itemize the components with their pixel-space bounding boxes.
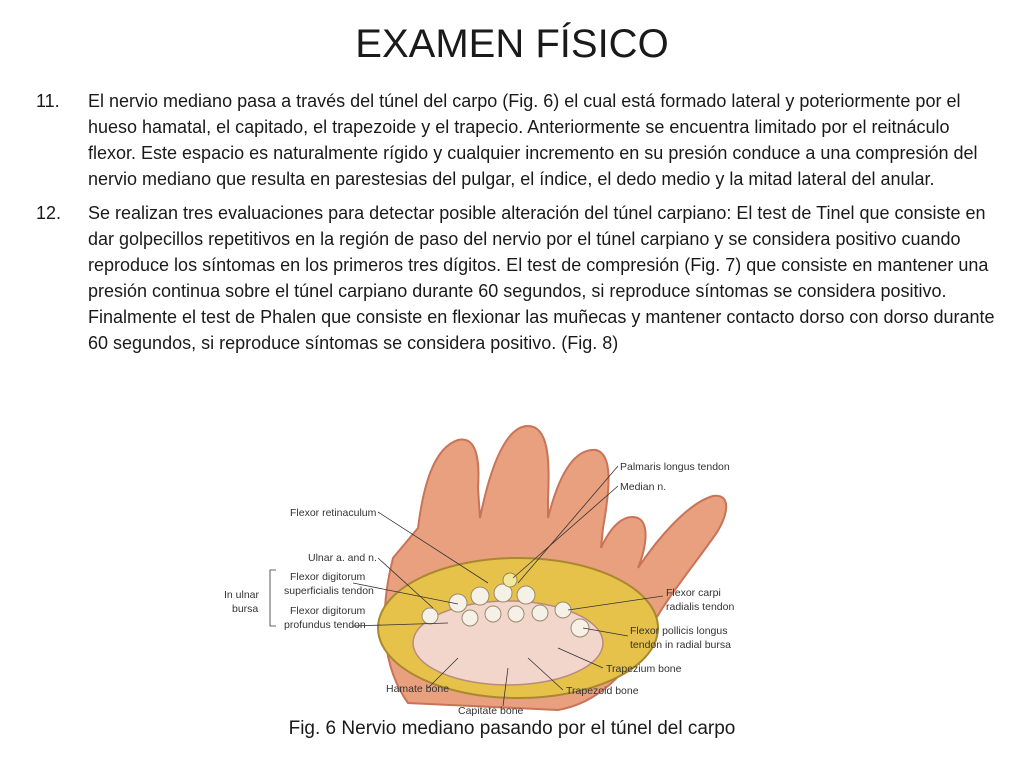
list-number: 11.	[36, 91, 60, 111]
label-fds-1: Flexor digitorum	[290, 571, 366, 583]
label-bursa-2: bursa	[232, 603, 259, 615]
label-fcr-1: Flexor carpi	[666, 587, 721, 599]
label-fpl-1: Flexor pollicis longus	[630, 625, 728, 637]
label-trapezoid: Trapezoid bone	[566, 685, 639, 697]
label-hamate: Hamate bone	[386, 683, 450, 695]
hand-illustration	[218, 418, 778, 718]
slide-title: EXAMEN FÍSICO	[355, 22, 669, 66]
numbered-list	[36, 88, 996, 364]
label-flexor-retinaculum: Flexor retinaculum	[290, 507, 377, 519]
median-nerve	[503, 573, 517, 587]
list-text: El nervio mediano pasa a través del túnel del carpo (Fig. 6) el cual está formado lateral y poteriormente por el hueso hamatal, el capitado, el trapezoide y el trapecio. Anteriormente se encuentra limitado por el reitnáculo flexor. Este espacio es naturalmente rígido y cualquier incremento en su presión conduce a una compresión del nervio mediano que resulta en parestesias del pulgar, el índice, el dedo medio y la mitad lateral del anular.	[88, 91, 978, 189]
label-palmaris: Palmaris longus tendon	[620, 461, 730, 473]
hand-anatomy-figure	[218, 418, 778, 718]
figure-caption: Fig. 6 Nervio mediano pasando por el túnel del carpo	[288, 718, 736, 739]
label-median: Median n.	[620, 481, 667, 493]
label-trapezium: Trapezium bone	[606, 663, 682, 675]
label-ulnar: Ulnar a. and n.	[308, 552, 377, 564]
label-fdp-1: Flexor digitorum	[290, 605, 366, 617]
label-fpl-2: tendon in radial bursa	[630, 639, 731, 651]
label-bursa-1: In ulnar	[224, 589, 260, 601]
label-fds-2: superficialis tendon	[284, 585, 374, 597]
label-fdp-2: profundus tendon	[284, 619, 366, 631]
label-capitate: Capitate bone	[458, 705, 524, 717]
list-text: Se realizan tres evaluaciones para detectar posible alteración del túnel carpiano: El test de Tinel que consiste en dar golpecillos repetitivos en la región de paso del nervio por el túnel carpiano y se considera positivo cuando reproduce los síntomas en los primeros tres dígitos. El test de compresión (Fig. 7) que consiste en mantener una presión continua sobre el túnel carpiano durante 60 segundos, si reproduce síntomas se considera positivo. Finalmente el test de Phalen que consiste en flexionar las muñecas y mantener contacto dorso con dorso durante 60 segundos, si reproduce síntomas se considera positivo. (Fig. 8)	[88, 203, 995, 353]
list-number: 12.	[36, 203, 62, 223]
list-item	[36, 88, 996, 192]
label-fcr-2: radialis tendon	[666, 601, 735, 613]
list-item	[36, 200, 996, 356]
